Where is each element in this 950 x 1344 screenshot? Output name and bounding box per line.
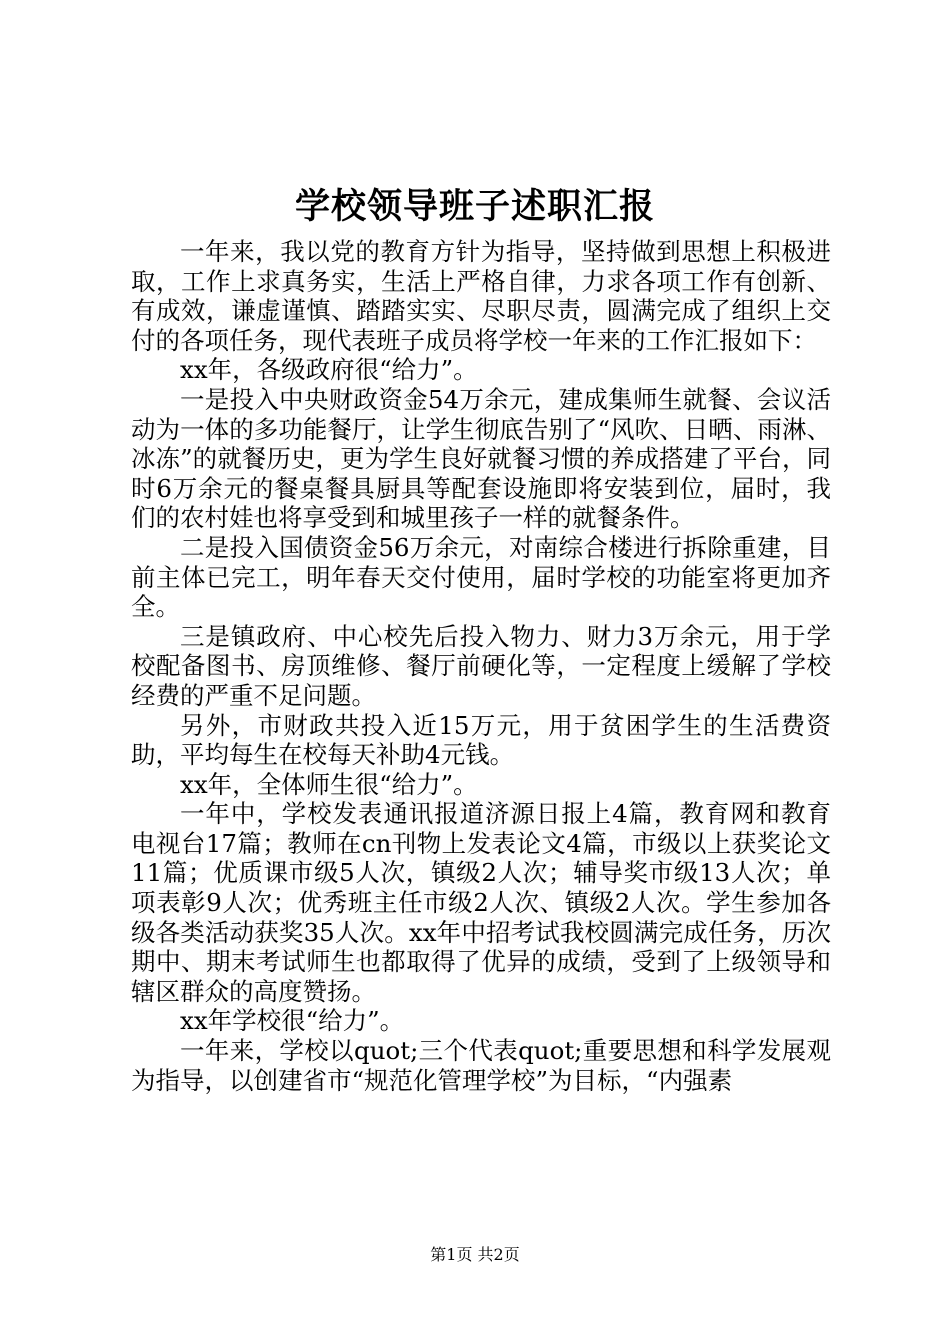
paragraph: 一年中，学校发表通讯报道济源日报上4篇，教育网和教育电视台17篇；教师在cn刊物上发表论文4篇，市级以上获奖论文11篇；优质课市级5人次，镇级2人次；辅导奖市级13人次；单项表彰9人次；优秀班主任市级2人次、镇级2人次。学生参加各级各类活动获奖35人次。xx年中招考试我校圆满完成任务，历次期中、期末考试师生也都取得了优异的成绩，受到了上级领导和辖区群众的高度赞扬。 — [131, 799, 831, 1006]
paragraph: xx年学校很“给力”。 — [180, 1006, 405, 1036]
paragraph: xx年，全体师生很“给力”。 — [180, 769, 478, 799]
paragraph: 一年来，学校以quot;三个代表quot;重要思想和科学发展观为指导，以创建省市“规范化管理学校”为目标，“内强素 — [131, 1036, 831, 1095]
paragraph: xx年，各级政府很“给力”。 — [180, 355, 478, 385]
paragraph: 一年来，我以党的教育方针为指导，坚持做到思想上积极进取，工作上求真务实，生活上严格自律，力求各项工作有创新、有成效，谦虚谨慎、踏踏实实、尽职尽责，圆满完成了组织上交付的各项任务，现代表班子成员将学校一年来的工作汇报如下： — [131, 237, 831, 355]
paragraph: 三是镇政府、中心校先后投入物力、财力3万余元，用于学校配备图书、房顶维修、餐厅前硬化等，一定程度上缓解了学校经费的严重不足问题。 — [131, 621, 831, 710]
paragraph: 一是投入中央财政资金54万余元，建成集师生就餐、会议活动为一体的多功能餐厅，让学生彻底告别了“风吹、日晒、雨淋、冰冻”的就餐历史，更为学生良好就餐习惯的养成搭建了平台，同时6万余元的餐桌餐具厨具等配套设施即将安装到位，届时，我们的农村娃也将享受到和城里孩子一样的就餐条件。 — [131, 384, 831, 533]
paragraph: 另外，市财政共投入近15万元，用于贫困学生的生活费资助，平均每生在校每天补助4元钱。 — [131, 710, 831, 770]
page-footer: 第1页 共2页 — [430, 1245, 520, 1264]
document-body — [131, 237, 831, 1095]
document-title: 学校领导班子述职汇报 — [294, 186, 655, 227]
paragraph: 二是投入国债资金56万余元，对南综合楼进行拆除重建，目前主体已完工，明年春天交付使用，届时学校的功能室将更加齐全。 — [131, 532, 831, 622]
